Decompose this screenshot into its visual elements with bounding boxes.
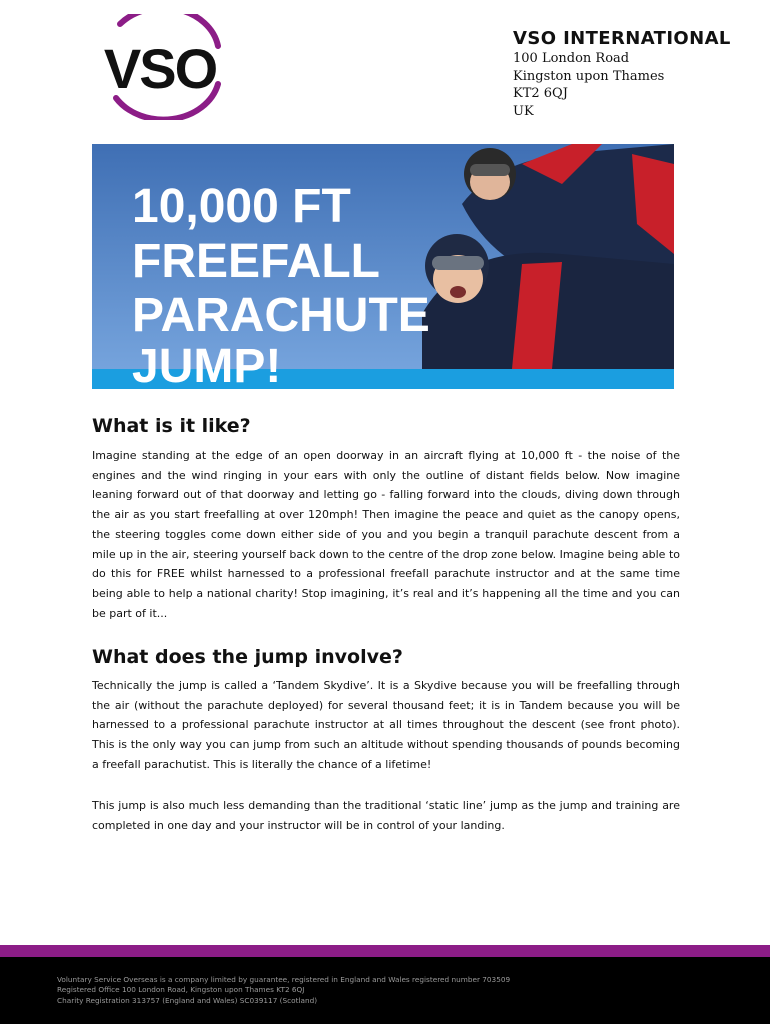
banner-headline-line-2: FREEFALL <box>132 235 380 288</box>
banner-headline-line-4: JUMP! <box>132 340 282 389</box>
section-body-jump-demanding: This jump is also much less demanding than the traditional ‘static line’ jump as the jump and training are completed in one day and your instructor will be in control of your landing. <box>92 799 680 832</box>
address-line: Kingston upon Thames <box>513 68 665 84</box>
address-line: UK <box>513 103 534 119</box>
footer <box>0 957 770 1024</box>
footer-line: Voluntary Service Overseas is a company limited by guarantee, registered in England and Wales registered number 703509 <box>57 975 511 984</box>
vso-logo-graphic <box>90 14 230 120</box>
footer-line: Charity Registration 313757 (England and Wales) SC039117 (Scotland) <box>57 995 318 1005</box>
address-line: KT2 6QJ <box>513 86 568 101</box>
org-address-block <box>513 28 763 120</box>
banner-headline-line-1: 10,000 FT <box>132 180 351 233</box>
vso-logo <box>90 14 230 120</box>
section-heading-what-does-jump-involve: What does the jump involve? <box>92 646 403 668</box>
banner-headline-line-3: PARACHUTE <box>132 289 430 342</box>
footer-legal-text <box>57 975 737 1006</box>
org-name: VSO INTERNATIONAL <box>513 28 731 49</box>
skydive-banner <box>92 144 674 389</box>
section-body-what-is-it-like: Imagine standing at the edge of an open doorway in an aircraft flying at 10,000 ft - the noise of the engines and the wind ringing in your ears with only the outline of distant fields below. Now imagine leaning forward out of that doorway and letting go - falling forward into the clouds, diving down through the air as you start freefalling at over 120mph! Then imagine the peace and quiet as the canopy opens, the steering toggles come down either side of you and you begin a tranquil parachute descent from a mile up in the air, steering yourself back down to the centre of the drop zone below. Imagine being able to do this for FREE whilst harnessed to a professional freefall parachute instructor and at the same time being able to help a national charity! Stop imagining, it’s real and it’s happening all the time and you can be part of it... <box>92 449 680 620</box>
section-heading-what-is-it-like: What is it like? <box>92 415 251 437</box>
address-line: 100 London Road <box>513 51 630 66</box>
footer-accent-stripe <box>0 945 770 957</box>
logo-text: VSO <box>103 37 217 100</box>
section-body-jump-involve: Technically the jump is called a ‘Tandem Skydive’. It is a Skydive because you will be freefalling through the air (without the parachute deployed) for several thousand feet; it is in Tandem because you will be harnessed to a professional parachute instructor at all times throughout the descent (see front photo). This is the only way you can jump from such an altitude without spending thousands of pounds becoming a freefall parachutist. This is literally the chance of a lifetime! <box>92 679 680 771</box>
footer-line: Registered Office 100 London Road, Kingston upon Thames KT2 6QJ <box>57 985 305 995</box>
banner-graphic <box>92 144 674 389</box>
